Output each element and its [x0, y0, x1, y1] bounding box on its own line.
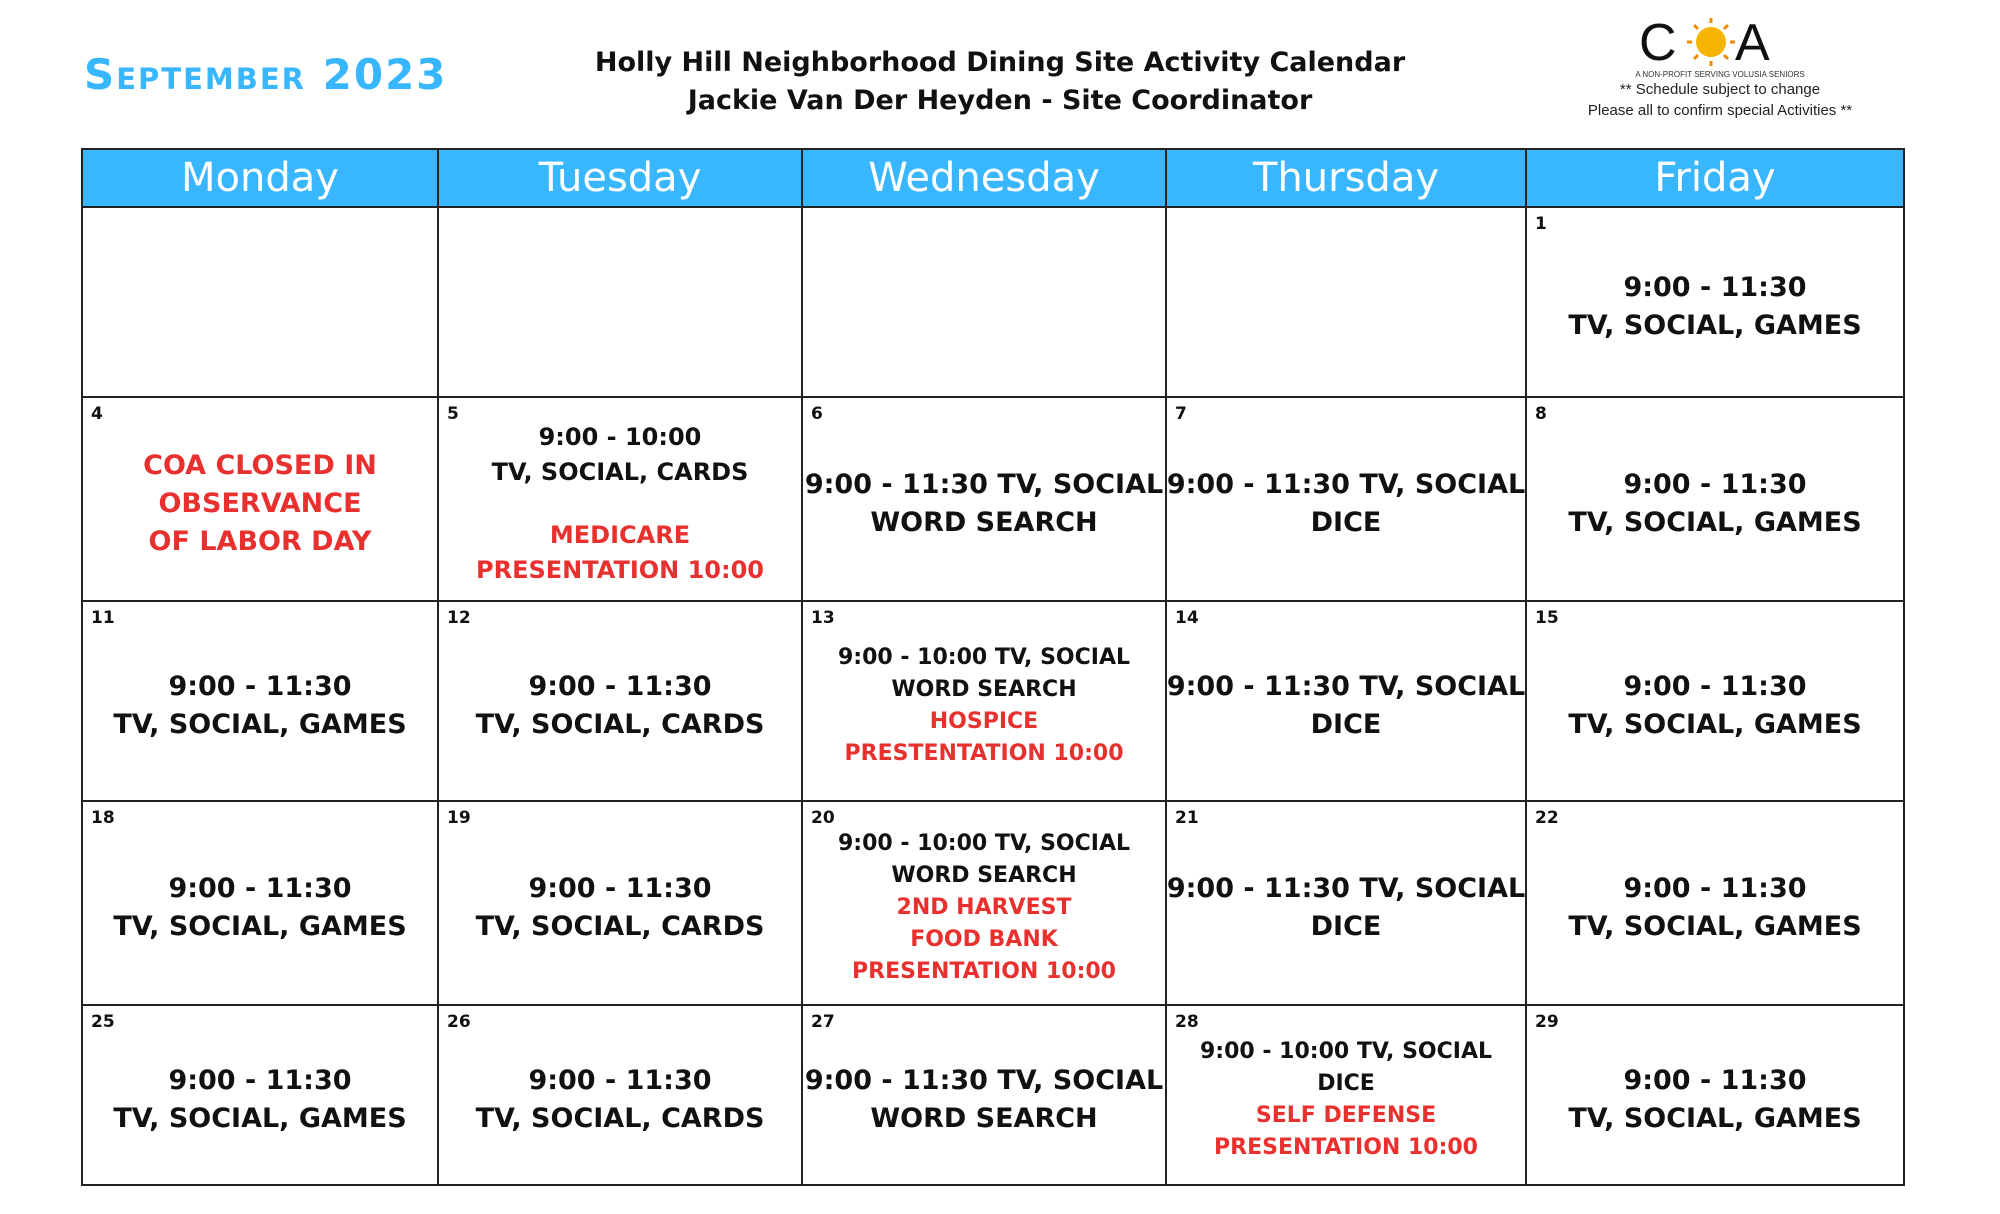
- day-number: 18: [91, 808, 115, 828]
- week-row: [83, 602, 1903, 802]
- logo-letter-a: A: [1735, 14, 1770, 72]
- activity-text: 9:00 - 11:30: [1623, 671, 1807, 702]
- logo-tagline: A NON-PROFIT SERVING VOLUSIA SENIORS: [1635, 70, 1805, 79]
- coa-logo: [1540, 12, 1900, 142]
- month-title: September 2023: [84, 50, 448, 99]
- activity-text: 9:00 - 11:30: [168, 671, 352, 702]
- day-cell: [439, 398, 803, 600]
- day-cell: [803, 398, 1167, 600]
- day-number: 7: [1175, 404, 1187, 424]
- activity-text: 9:00 - 11:30 TV, SOCIAL: [1167, 671, 1526, 702]
- day-number: 5: [447, 404, 459, 424]
- day-cell: [83, 1006, 439, 1184]
- day-cell: [1167, 398, 1527, 600]
- day-cell: [1167, 1006, 1527, 1184]
- activity-text: 9:00 - 11:30: [168, 1065, 352, 1096]
- day-cell: [1167, 802, 1527, 1004]
- activity-text: 9:00 - 10:00 TV, SOCIAL: [838, 831, 1130, 856]
- day-number: 6: [811, 404, 823, 424]
- day-cell: [803, 602, 1167, 800]
- day-cell: [439, 802, 803, 1004]
- day-number: 1: [1535, 214, 1547, 234]
- activity-text: DICE: [1317, 1071, 1375, 1096]
- activity-text: TV, SOCIAL, CARDS: [475, 709, 765, 740]
- activity-text: 9:00 - 11:30: [1623, 469, 1807, 500]
- calendar-grid: [81, 148, 1905, 1186]
- confirm-note: Please all to confirm special Activities **: [1587, 102, 1853, 119]
- day-number: 29: [1535, 1012, 1559, 1032]
- event-highlight-text: PRESENTATION 10:00: [852, 959, 1116, 984]
- day-cell: [1527, 602, 1903, 800]
- day-number: 15: [1535, 608, 1559, 628]
- day-number: 28: [1175, 1012, 1199, 1032]
- calendar-weeks: [83, 208, 1903, 1184]
- activity-text: 9:00 - 11:30 TV, SOCIAL: [1167, 873, 1526, 904]
- event-highlight-text: PRESENTATION 10:00: [476, 556, 764, 584]
- day-number: 14: [1175, 608, 1199, 628]
- day-cell: [803, 802, 1167, 1004]
- day-number: 26: [447, 1012, 471, 1032]
- day-cell: [1527, 208, 1903, 396]
- day-cell: [1167, 208, 1527, 396]
- activity-text: 9:00 - 10:00 TV, SOCIAL: [838, 645, 1130, 670]
- activity-text: 9:00 - 11:30: [528, 1065, 712, 1096]
- event-highlight-text: PRESTENTATION 10:00: [844, 741, 1124, 766]
- activity-text: TV, SOCIAL, GAMES: [113, 709, 407, 740]
- day-cell: [1527, 802, 1903, 1004]
- day-number: 19: [447, 808, 471, 828]
- activity-text: TV, SOCIAL, CARDS: [475, 911, 765, 942]
- activity-text: 9:00 - 11:30: [1623, 873, 1807, 904]
- activity-text: 9:00 - 11:30 TV, SOCIAL: [1167, 469, 1526, 500]
- day-number: 12: [447, 608, 471, 628]
- activity-text: DICE: [1310, 911, 1382, 942]
- day-number: 25: [91, 1012, 115, 1032]
- calendar-title: Holly Hill Neighborhood Dining Site Activity Calendar: [594, 47, 1406, 78]
- activity-text: TV, SOCIAL, CARDS: [491, 458, 749, 486]
- calendar-header: [540, 44, 1460, 124]
- activity-text: TV, SOCIAL, GAMES: [1568, 709, 1862, 740]
- event-highlight-text: SELF DEFENSE: [1255, 1103, 1437, 1128]
- weekday-header-tuesday: Tuesday: [439, 150, 803, 206]
- sun-icon: [1687, 18, 1735, 66]
- day-number: 21: [1175, 808, 1199, 828]
- schedule-note: ** Schedule subject to change: [1619, 81, 1821, 98]
- activity-text: 9:00 - 11:30: [528, 873, 712, 904]
- day-cell: [83, 802, 439, 1004]
- activity-text: 9:00 - 11:30: [168, 873, 352, 904]
- activity-text: WORD SEARCH: [891, 677, 1077, 702]
- activity-text: 9:00 - 11:30: [1623, 1065, 1807, 1096]
- logo-letter-c: C: [1639, 14, 1677, 72]
- activity-text: TV, SOCIAL, GAMES: [113, 911, 407, 942]
- activity-text: 9:00 - 11:30: [528, 671, 712, 702]
- activity-text: 9:00 - 10:00: [538, 423, 702, 451]
- day-number: 22: [1535, 808, 1559, 828]
- day-cell: [803, 1006, 1167, 1184]
- day-cell: [439, 602, 803, 800]
- activity-text: WORD SEARCH: [870, 1103, 1098, 1134]
- activity-text: WORD SEARCH: [891, 863, 1077, 888]
- weekday-header-row: [83, 150, 1903, 208]
- week-row: [83, 398, 1903, 602]
- activity-text: 9:00 - 11:30: [1623, 272, 1807, 303]
- activity-text: DICE: [1310, 709, 1382, 740]
- day-cell: [1527, 398, 1903, 600]
- day-cell: [803, 208, 1167, 396]
- event-highlight-text: MEDICARE: [549, 521, 691, 549]
- day-number: 4: [91, 404, 103, 424]
- event-highlight-text: COA CLOSED IN: [143, 450, 377, 481]
- event-highlight-text: HOSPICE: [929, 709, 1039, 734]
- day-cell: [439, 1006, 803, 1184]
- day-cell: [83, 208, 439, 396]
- weekday-header-friday: Friday: [1654, 155, 1776, 201]
- day-cell: [439, 208, 803, 396]
- coa-logo-mark: [1635, 12, 1805, 72]
- week-row: [83, 208, 1903, 398]
- event-highlight-text: OBSERVANCE: [158, 488, 362, 519]
- activity-text: TV, SOCIAL, GAMES: [1568, 507, 1862, 538]
- day-number: 13: [811, 608, 835, 628]
- activity-text: TV, SOCIAL, GAMES: [113, 1103, 407, 1134]
- day-cell: [83, 398, 439, 600]
- site-coordinator: Jackie Van Der Heyden - Site Coordinator: [687, 85, 1313, 116]
- activity-text: TV, SOCIAL, GAMES: [1568, 1103, 1862, 1134]
- day-cell: [83, 602, 439, 800]
- event-highlight-text: PRESENTATION 10:00: [1214, 1135, 1478, 1160]
- day-cell: [1167, 602, 1527, 800]
- event-highlight-text: 2ND HARVEST: [896, 895, 1072, 920]
- week-row: [83, 802, 1903, 1006]
- event-highlight-text: OF LABOR DAY: [148, 526, 372, 557]
- weekday-header-thursday: Thursday: [1167, 150, 1527, 206]
- day-cell: [1527, 1006, 1903, 1184]
- activity-text: TV, SOCIAL, GAMES: [1568, 310, 1862, 341]
- activity-text: 9:00 - 10:00 TV, SOCIAL: [1200, 1039, 1492, 1064]
- day-number: 11: [91, 608, 115, 628]
- activity-text: 9:00 - 11:30 TV, SOCIAL: [804, 469, 1164, 500]
- activity-text: WORD SEARCH: [870, 507, 1098, 538]
- weekday-header-monday: Monday: [83, 150, 439, 206]
- activity-text: TV, SOCIAL, CARDS: [475, 1103, 765, 1134]
- activity-text: TV, SOCIAL, GAMES: [1568, 911, 1862, 942]
- activity-text: DICE: [1310, 507, 1382, 538]
- week-row: [83, 1006, 1903, 1184]
- weekday-header-wednesday: Wednesday: [803, 150, 1167, 206]
- day-number: 27: [811, 1012, 835, 1032]
- activity-text: 9:00 - 11:30 TV, SOCIAL: [804, 1065, 1164, 1096]
- day-number: 8: [1535, 404, 1547, 424]
- day-number: 20: [811, 808, 835, 828]
- event-highlight-text: FOOD BANK: [910, 927, 1058, 952]
